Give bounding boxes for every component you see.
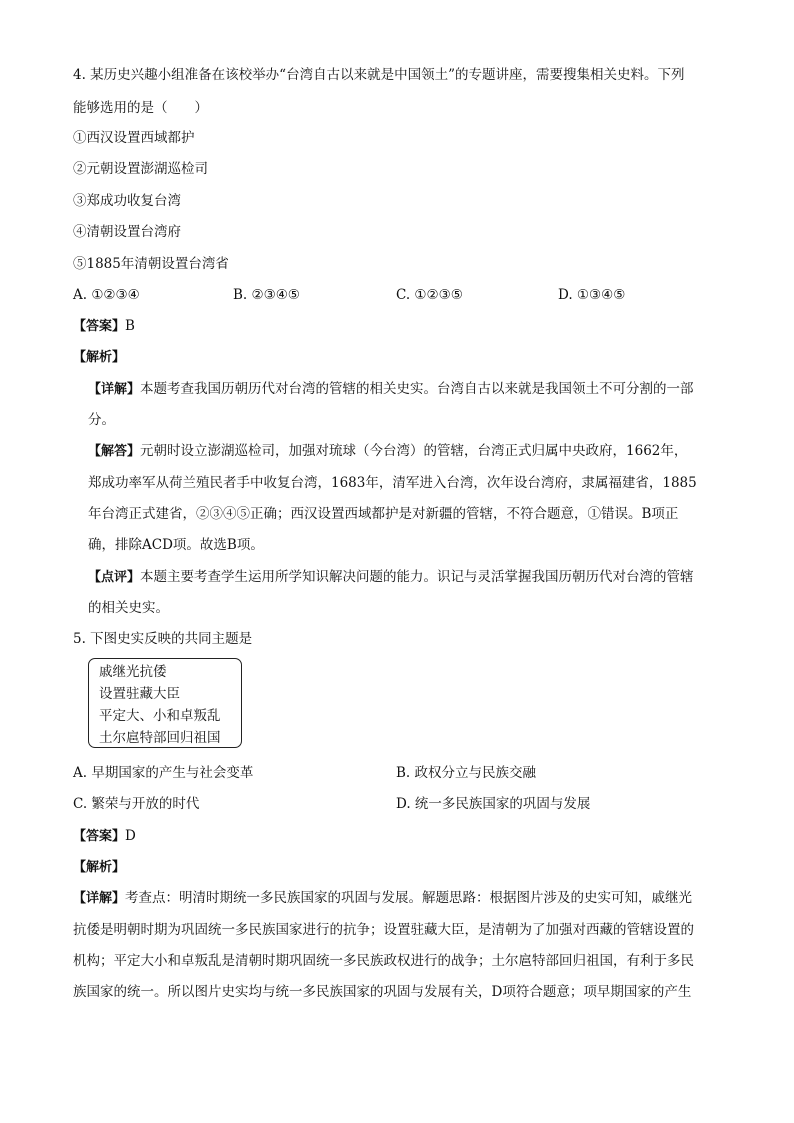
q4-solution-line1: 【解答】元朝时设立澎湖巡检司，加强对琉球（今台湾）的管辖，台湾正式归属中央政府，1662年， [88,443,688,459]
q4-detail-line1: 【详解】本题考查我国历朝历代对台湾的管辖的相关史实。台湾自古以来就是我国领土不可分割的一部 [88,381,694,397]
q4-item-2: ②元朝设置澎湖巡检司 [73,161,208,177]
q4-item-5: ⑤1885年清朝设置台湾省 [73,256,229,272]
q4-item-1: ①西汉设置西域都护 [73,130,195,146]
comment-tag: 【点评】 [88,570,141,585]
answer-tag: 【答案】 [73,319,126,334]
analysis-tag: 【解析】 [73,350,126,365]
q5-facts-box [88,658,242,748]
q4-analysis-heading [73,347,125,368]
fact-item: 土尔扈特部回归祖国 [99,730,221,746]
q4-solution-line2: 郑成功率军从荷兰殖民者手中收复台湾，1683年，清军进入台湾，次年设台湾府，隶属福建省，1885 [88,475,697,491]
q5-detail-line2: 抗倭是明朝时期为巩固统一多民族国家进行的抗争；设置驻藏大臣，是清朝为了加强对西藏的管辖设置的 [73,922,694,938]
q5-option-d: D. 统一多民族国家的巩固与发展 [396,796,591,812]
answer-tag: 【答案】 [73,829,126,844]
answer-value: D [125,828,136,844]
q5-option-b: B. 政权分立与民族交融 [396,765,537,781]
answer-value: B [125,318,135,334]
detail-tag: 【详解】 [73,891,126,906]
q5-option-a: A. 早期国家的产生与社会变革 [73,765,254,781]
q5-stem: 5. 下图史实反映的共同主题是 [73,631,253,647]
q4-option-a: A. ①②③④ [73,287,140,303]
q4-detail-line2: 分。 [88,412,115,428]
q4-solution-line4: 确，排除ACD项。故选B项。 [88,537,264,553]
q5-option-c: C. 繁荣与开放的时代 [73,796,200,812]
q4-option-b: B. ②③④⑤ [233,287,300,303]
q4-item-3: ③郑成功收复台湾 [73,193,181,209]
q4-comment-line2: 的相关史实。 [88,600,169,616]
q4-stem-line2: 能够选用的是（ ） [73,100,208,116]
solution-tag: 【解答】 [88,444,141,459]
q4-stem-line1: 4. 某历史兴趣小组准备在该校举办“台湾自古以来就是中国领土”的专题讲座，需要搜集相关史料。下列 [73,67,685,83]
fact-item: 平定大、小和卓叛乱 [99,708,221,724]
q4-item-4: ④清朝设置台湾府 [73,224,181,240]
q5-answer [73,826,136,847]
q4-comment-line1: 【点评】本题主要考查学生运用所学知识解决问题的能力。识记与灵活掌握我国历朝历代对台湾的管辖 [88,569,694,585]
q5-detail-line1: 【详解】考查点：明清时期统一多民族国家的巩固与发展。解题思路：根据图片涉及的史实可知，戚继光 [73,890,693,906]
fact-item: 设置驻藏大臣 [99,686,180,702]
q4-solution-line3: 年台湾正式建省，②③④⑤正确；西汉设置西域都护是对新疆的管辖，不符合题意，①错误。B项正 [88,506,679,522]
detail-tag: 【详解】 [88,382,141,397]
analysis-tag: 【解析】 [73,860,126,875]
q4-option-d: D. ①③④⑤ [558,287,626,303]
q4-option-c: C. ①②③⑤ [396,287,463,303]
q5-analysis-heading [73,857,125,878]
q5-detail-line4: 族国家的统一。所以图片史实均与统一多民族国家的巩固与发展有关，D项符合题意；项早期国家的产生 [73,984,692,1000]
q4-answer [73,316,135,337]
q5-detail-line3: 机构；平定大小和卓叛乱是清朝时期巩固统一多民族政权进行的战争；土尔扈特部回归祖国，有利于多民 [73,953,694,969]
fact-item: 戚继光抗倭 [99,664,167,680]
